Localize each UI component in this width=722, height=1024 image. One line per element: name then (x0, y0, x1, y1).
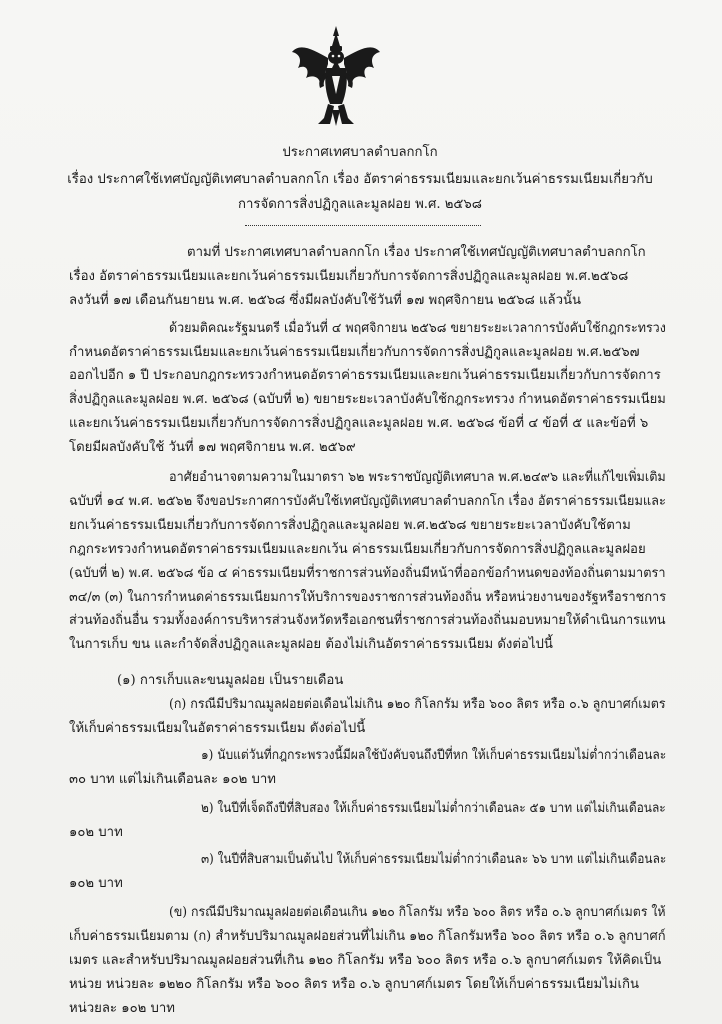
body-line: สิ่งปฏิกูลและมูลฝอย พ.ศ. ๒๕๖๘ (ฉบับที่ ๒) ขยายระยะเวลาบังคับใช้กฎกระทรวง กำหนดอัตราค่าธรรมเนียม (69, 392, 666, 408)
body-line: ๑) นับแต่วันที่กฎกระพรวงนี้มีผลใช้บังคับจนถึงปีที่หก ให้เก็บค่าธรรมเนียมไม่ต่ำกว่าเดือนละ (201, 748, 667, 764)
body-line: ด้วยมติคณะรัฐมนตรี เมื่อวันที่ ๔ พฤศจิกายน ๒๕๖๘ ขยายระยะเวลาการบังคับใช้กฎกระทรวง (169, 320, 666, 336)
body-line: เมตร และสำหรับปริมาณมูลฝอยส่วนที่เกิน ๑๒๐ กิโลกรัม หรือ ๖๐๐ ลิตร หรือ ๐.๖ ลูกบาศก์เมตร ให้คิดเป็น (69, 953, 662, 969)
body-line: ส่วนท้องถิ่นอื่น รวมทั้งองค์การบริหารส่วนจังหวัดหรือเอกชนที่ราชการส่วนท้องถิ่นมอบหมายให้ดำเนินการแทน (69, 613, 666, 629)
body-line: เก็บค่าธรรมเนียมตาม (ก) สำหรับปริมาณมูลฝอยส่วนที่ไม่เกิน ๑๒๐ กิโลกรัมหรือ ๖๐๐ ลิตร หรือ ๐.๖ ลูกบาศก์ (69, 929, 666, 945)
body-line: ๓๔/๓ (๓) ในการกำหนดค่าธรรมเนียมการให้บริการของราชการส่วนท้องถิ่น หรือหน่วยงานของรัฐหรือราชการ (69, 589, 667, 605)
body-line: หน่วย หน่วยละ ๑๒๒๐ กิโลกรัม หรือ ๖๐๐ ลิตร หรือ ๐.๖ ลูกบาศก์เมตร โดยให้เก็บค่าธรรมเนียมไม่เกิน (69, 977, 640, 993)
body-line: ตามที่ ประกาศเทศบาลตำบลกกโก เรื่อง ประกาศใช้เทศบัญญัติเทศบาลตำบลกกโก (187, 245, 646, 260)
body-line: ๒) ในปีที่เจ็ดถึงปีที่สิบสอง ให้เก็บค่าธรรมเนียมไม่ต่ำกว่าเดือนละ ๕๑ บาท แต่ไม่เกินเดือนละ (201, 800, 666, 816)
body-line: ๓๐ บาท แต่ไม่เกินเดือนละ ๑๐๒ บาท (69, 772, 276, 788)
body-line: และยกเว้นค่าธรรมเนียมเกี่ยวกับการจัดการสิ่งปฏิกูลและมูลฝอย พ.ศ. ๒๕๖๘ ข้อที่ ๔ ข้อที่ ๕ และข้อที่ ๖ (69, 416, 649, 432)
body-line: กฎกระทรวงกำหนดอัตราค่าธรรมเนียมและยกเว้น ค่าธรรมเนียมเกี่ยวกับการจัดการสิ่งปฏิกูลและมูลฝอย (69, 541, 646, 557)
body-line: (๑) การเก็บและขนมูลฝอย เป็นรายเดือน (117, 672, 344, 688)
body-line: (ฉบับที่ ๒) พ.ศ. ๒๕๖๘ ข้อ ๔ ค่าธรรมเนียมที่ราชการส่วนท้องถิ่นมีหน้าที่ออกข้อกำหนดของท้องถิ่นตามมาตรา (69, 565, 666, 581)
body-line: ยกเว้นค่าธรรมเนียมเกี่ยวกับการจัดการสิ่งปฏิกูลและมูลฝอย พ.ศ.๒๕๖๘ ขยายระยะเวลาบังคับใช้ตาม (69, 517, 631, 533)
body-line: ฉบับที่ ๑๔ พ.ศ. ๒๕๖๒ จึงขอประกาศการบังคับใช้เทศบัญญัติเทศบาลตำบลกกโก เรื่อง อัตราค่าธรรมเนียมและ (69, 493, 666, 509)
document-issuer: ประกาศเทศบาลตำบลกกโก (282, 145, 438, 160)
body-line: หน่วยละ ๑๐๒ บาท (69, 1001, 175, 1016)
header-separator (245, 225, 481, 226)
body-line: กำหนดอัตราค่าธรรมเนียมและยกเว้นค่าธรรมเนียมเกี่ยวกับการจัดการสิ่งปฏิกูลและมูลฝอย พ.ศ.๒๕๖๗ (69, 344, 640, 360)
body-line: ๑๐๒ บาท (69, 824, 123, 840)
body-line: ลงวันที่ ๑๗ เดือนกันยายน พ.ศ. ๒๕๖๘ ซึ่งมีผลบังคับใช้วันที่ ๑๗ พฤศจิกายน ๒๕๖๘ แล้วนั้น (69, 292, 582, 308)
document-subject-line-1: เรื่อง ประกาศใช้เทศบัญญัติเทศบาลตำบลกกโก เรื่อง อัตราค่าธรรมเนียมและยกเว้นค่าธรรมเนียมเกี่ยวกับ (67, 172, 653, 187)
garuda-emblem-icon (290, 24, 382, 128)
body-line: เรื่อง อัตราค่าธรรมเนียมและยกเว้นค่าธรรมเนียมเกี่ยวกับการจัดการสิ่งปฏิกูลและมูลฝอย พ.ศ.๒๕๖๘ (69, 268, 629, 284)
body-line: โดยมีผลบังคับใช้ วันที่ ๑๗ พฤศจิกายน พ.ศ. ๒๕๖๙ (69, 440, 356, 456)
body-line: ให้เก็บค่าธรรมเนียมในอัตราค่าธรรมเนียม ดังต่อไปนี้ (69, 720, 366, 736)
body-line: อาศัยอำนาจตามความในมาตรา ๖๒ พระราชบัญญัติเทศบาล พ.ศ.๒๔๙๖ และที่แก้ไขเพิ่มเติม (169, 469, 666, 485)
body-line: ๑๐๒ บาท (69, 875, 123, 891)
body-line: (ข) กรณีมีปริมาณมูลฝอยต่อเดือนเกิน ๑๒๐ กิโลกรัม หรือ ๖๐๐ ลิตร หรือ ๐.๖ ลูกบาศก์เมตร ให้ (169, 905, 666, 921)
document-subject-line-2: การจัดการสิ่งปฏิกูลและมูลฝอย พ.ศ. ๒๕๖๘ (238, 197, 482, 212)
body-line: ๓) ในปีที่สิบสามเป็นต้นไป ให้เก็บค่าธรรมเนียมไม่ต่ำกว่าเดือนละ ๖๖ บาท แต่ไม่เกินเดือนละ (201, 851, 667, 867)
body-line: (ก) กรณีมีปริมาณมูลฝอยต่อเดือนไม่เกิน ๑๒๐ กิโลกรัม หรือ ๖๐๐ ลิตร หรือ ๐.๖ ลูกบาศก์เมตร (169, 696, 666, 712)
body-line: ออกไปอีก ๑ ปี ประกอบกฎกระทรวงกำหนดอัตราค่าธรรมเนียมและยกเว้นค่าธรรมเนียมเกี่ยวกับการจัดการ (69, 368, 661, 384)
body-line: ในการเก็บ ขน และกำจัดสิ่งปฏิกูลและมูลฝอย ต้องไม่เกินอัตราค่าธรรมเนียม ดังต่อไปนี้ (69, 637, 553, 653)
